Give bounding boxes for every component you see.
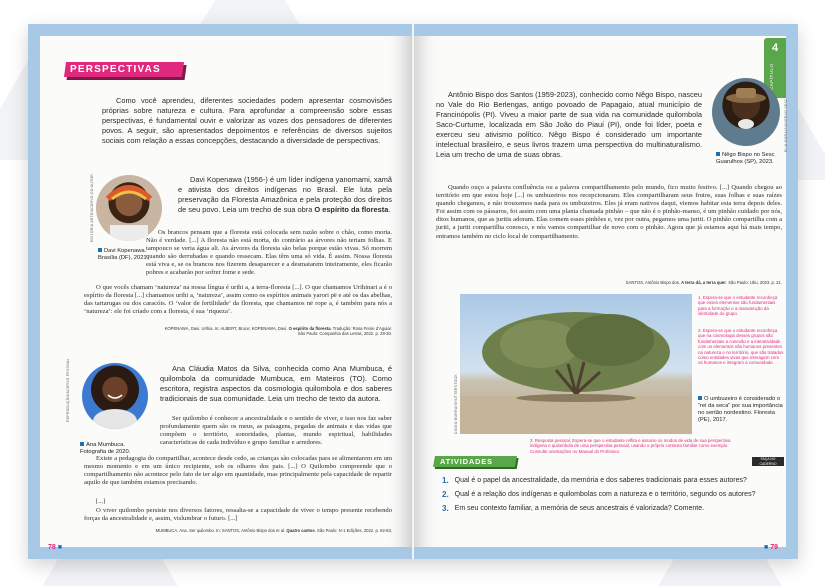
bispo-source: SANTOS, Antônio Bispo dos. A terra dá, a terra quer. São Paulo: Ubu, 2023. p. 21.: [625, 280, 782, 285]
activities-list: [442, 476, 782, 513]
left-page: [28, 24, 412, 559]
ana-quote-p1: Ser quilombo é conhecer a ancestralidade e o sentido de viver, e isso nos faz saber profundamente quem são os meus, as paisagens, pegadas de animais e das vidas que compõem o território, sonoridades, plantas, mundo espiritual, habilidades características de cada indivíduo e grupo familiar e arredores.: [160, 415, 392, 447]
davi-photo-credit: EDITORIA ARTE/ACERVO DO AUTOR: [90, 174, 94, 242]
page-number-left: 78 ■: [48, 544, 62, 551]
davi-intro: Davi Kopenawa (1956-) é um líder indígena yanomami, xamã e ativista dos direitos indígenas no Brasil. Ele luta pela preservação da Floresta Amazônica e pela proteção dos direitos de seu povo. Leia um trecho de sua obra O espírito da floresta.: [178, 175, 392, 214]
chapter-number: 4: [771, 42, 779, 54]
question-text: Em seu contexto familiar, a memória de seus ancestrais é valorizada? Comente.: [454, 505, 705, 512]
question-text: Qual é o papel da ancestralidade, da memória e dos saberes tradicionais para esses autores?: [454, 477, 747, 484]
bispo-intro: Antônio Bispo dos Santos (1959-2023), conhecido como Nêgo Bispo, nasceu no Vale do Rio Berlengas, antigo povoado de Papagaio, atual município de Francinópolis (PI). Viveu a maior parte de sua vida na comunidade quilombola Saco-Curtume, localizada em São João do Piauí (PI), onde foi líder, poeta e exerceu seu ativismo político. Nêgo Bispo é considerado um importante intelectual brasileiro, e seus livros trazem uma perspectiva do multinaturalismo. Leia um trecho de uma de suas obras.: [436, 90, 702, 159]
open-textbook: [28, 24, 798, 559]
davi-quote-p2: O que vocês chamam ‘natureza’ na nossa língua é urihi a, a terra-floresta [...]. O que chamamos Urihinari a é o espírito da floresta [...] chamamos urihi a, ‘natureza’, assim como os espíritos animais yarori pë e até os das abelhas, das tartarugas ou dos caracóis. O ‘valor de fertilidade’ da floresta, que chamamos në rope a, é também para nós a ‘natureza’: ele foi criado com a floresta, é sua ‘riqueza’.: [84, 284, 392, 316]
ana-photo-credit: REPRODUÇÃO/ACERVO PESSOAL: [66, 358, 70, 422]
question-1: [442, 476, 782, 485]
ana-quote-p2: Existe a pedagogia do compartilhar, acontece desde cedo, as crianças são colocadas para se alimentarem em um mesmo momento e em um único recipiente, sob os olhares dos pais. [...] O Quilombo compreende que o compartilhamento não acontece pelo fato de ter algo em quantidade, mas principalmente pela capacidade de repartir aquilo de que também estamos precisando.: [84, 455, 392, 487]
atividades-label: ATIVIDADES: [440, 457, 493, 466]
davi-caption: Davi Kopenawa. Brasília (DF), 2021.: [98, 248, 149, 261]
annotation-2: 2. Espera-se que o estudante reconheça que na cosmologia desses grupos são fundamentais a conexão e a interatividade com os elementos não humanos presentes na natureza e no território, que são tratados como entidades vivas que interagem com os humanos e integram a comunidade.: [698, 328, 784, 366]
intro-paragraph: Como você aprendeu, diferentes sociedades podem apresentar cosmovisões próprias sobre natureza e cultura. Para aprofundar a compreensão sobre essas perspectivas, é fundamental ouvir e valorizar as vozes dos pensadores de diferentes povos. A seguir, são apresentados depoimentos e referências de diversos sujeitos sociais com relação a essas concepções, destacando a diversidade de perspectivas.: [102, 96, 392, 145]
annotation-1: 1. Espera-se que o estudante reconheça que esses elementos são fundamentais para a formação e a manutenção da identidade do grupo.: [698, 295, 778, 317]
ana-source: MUMBUCA, Ana. Ser quilombo. In: SANTOS, Antônio Bispo dos et al. Quatro cantos. São Paulo: N-1 Edições, 2022. p. 82-83.: [155, 528, 392, 533]
annotation-3: 3. Resposta pessoal. Espera-se que o estudante reflita e associe os modos de vida de sua perspectiva indígena e quilombola de uma perspectiva pessoal, usando o próprio contexto familiar como exemplo. Consulte orientações no Manual do Professor.: [530, 438, 731, 454]
ana-quote-p3: [...]: [96, 498, 106, 505]
davi-quote-p1: Os brancos pensam que a floresta está colocada sem razão sobre o chão, como morta. Não é verdade. [...] A floresta não está morta, do contrário as árvores não teriam folhas. E tampouco se veria água ali. As árvores da floresta são belas porque estão vivas. Só morrem quando são derrubadas e quando ressecam. Elas têm uma só vida. É assim. Nossa floresta está viva e, se os brancos nos fizerem desaparecer e a desmatarem inteiramente, eles ficarão pobres e acabarão por sofrer fome e sede.: [146, 229, 392, 277]
question-number: 1.: [442, 476, 449, 485]
ana-quote-p4: O viver quilombo persiste nos diversos fatores, ressalta-se a capacidade de viver o tempo presente recebendo forças da ancestralidade e, assim, vislumbrar o futuro. [...]: [84, 507, 392, 523]
question-3: [442, 504, 782, 513]
davi-source: KOPENAWA, Davi. Urihia. In: ALBERT, Bruce; KOPENAWA, Davi. O espírito da floresta. Tradução: Rosa Freire d’Aguiar. São Paulo: Companhia das Letras, 2022. p. 29-30.: [164, 326, 392, 337]
tree-icon: [460, 294, 692, 434]
hat-icon: [712, 78, 780, 146]
chapter-label: CAPÍTULO: [769, 63, 774, 90]
ana-mumbuca-photo: [82, 363, 148, 429]
bispo-photo-credit: ELIA MORAIS/ACERVO SESC: [784, 98, 788, 152]
question-2: [442, 490, 782, 499]
bispo-caption: Nêgo Bispo no Sesc Guarulhos (SP), 2023.: [716, 152, 775, 165]
question-number: 3.: [442, 504, 449, 513]
page-number-right: ■ 79: [764, 544, 778, 551]
nego-bispo-photo: [712, 78, 780, 146]
tree-caption: O umbuzeiro é considerado o “rei da seca” por sua importância no sertão nordestino. Floresta (PE), 2017.: [698, 396, 783, 423]
right-page: [414, 24, 798, 559]
ana-caption: Ana Mumbuca. Fotografia de 2020.: [80, 442, 131, 455]
portrait-icon: [82, 363, 148, 429]
question-text: Qual é a relação dos indígenas e quilombolas com a natureza e o território, segundo os autores?: [454, 491, 756, 498]
answer-in-notebook-badge: FAÇA NO CADERNO: [752, 457, 784, 466]
ana-intro: Ana Cláudia Matos da Silva, conhecida como Ana Mumbuca, é quilombola da comunidade Mumbuca, em Mateiros (TO). Como escritora, registra aspectos da cosmologia quilombola e dos saberes tradicionais de sua comunidade. Leia um trecho de texto da autora.: [160, 364, 392, 403]
section-banner-label: PERSPECTIVAS: [70, 64, 161, 75]
question-number: 2.: [442, 490, 449, 499]
umbuzeiro-photo: [460, 294, 692, 434]
tree-photo-credit: DIOGO BURRA/SHUTTERSTOCK: [454, 374, 458, 434]
bispo-quote: Quando ouço a palavra confluência ou a palavra compartilhamento pelo mundo, fico muito festivo. [...] Quando chegou ao território em que estou hoje [...] os umbuzeiros nos recepcionaram. Eles compartilharam seus frutos, suas folhas e suas raízes quando chegamos, e não trouxemos nada para os umbuzeiros. Eles já eram nativos daqui, viemos habitar esta terra depois deles. Foi assim com os pássaros, foi assim com uma planta chamada pinhão – que não é o pinhão-manso, é um pinhão cuidado por nós, ditos humanos, que as juritis adoram. Elas comem esses pinhões e, vez por outra, pegamos uma juriti. O pinhão compartilha com a juriti, a juriti compartilha conosco, e nós vamos compartilhar de novo com o pinhão. Agora que já estamos aqui há mais tempo, entramos também no ciclo local de compartilhamento.: [436, 184, 782, 240]
